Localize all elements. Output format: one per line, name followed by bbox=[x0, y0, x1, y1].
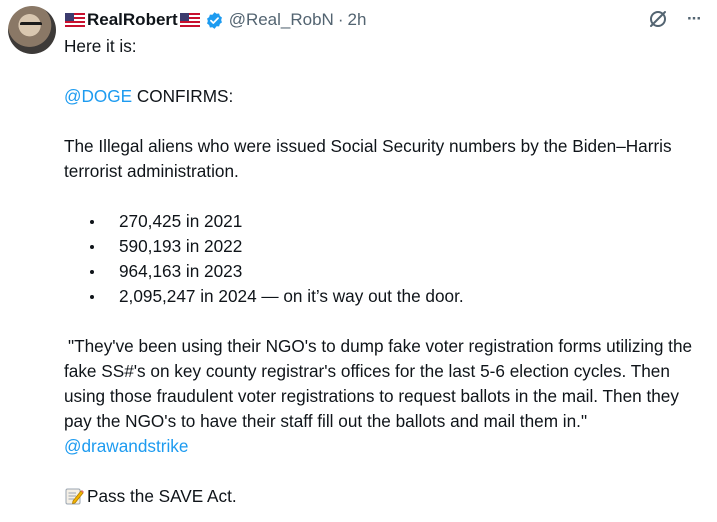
display-name[interactable]: RealRobert bbox=[87, 10, 178, 29]
confirms-text: CONFIRMS: bbox=[132, 86, 234, 106]
grok-icon[interactable] bbox=[647, 8, 669, 30]
paragraph-1: The Illegal aliens who were issued Social Security numbers by the Biden–Harris terrorist administration. bbox=[64, 136, 672, 181]
post-time[interactable]: 2h bbox=[347, 10, 367, 29]
closing-line bbox=[64, 484, 704, 509]
more-icon[interactable] bbox=[683, 8, 705, 30]
avatar-glasses bbox=[20, 22, 42, 31]
post-actions-top bbox=[647, 8, 705, 30]
verified-badge-icon[interactable] bbox=[205, 11, 224, 30]
list-item: 590,193 in 2022 bbox=[64, 234, 704, 259]
closing-text: Pass the SAVE Act. bbox=[87, 486, 237, 506]
list-item: 2,095,247 in 2024 — on it’s way out the door. bbox=[64, 284, 704, 309]
handle[interactable]: @Real_RobN bbox=[228, 10, 334, 29]
mention-doge[interactable]: @DOGE bbox=[64, 86, 133, 106]
post-header bbox=[64, 8, 366, 32]
quote-paragraph bbox=[64, 334, 704, 459]
list-item: 270,425 in 2021 bbox=[64, 209, 704, 234]
list-item: 964,163 in 2023 bbox=[64, 259, 704, 284]
mention-drawandstrike[interactable]: @drawandstrike bbox=[64, 436, 189, 456]
more-label: ··· bbox=[687, 9, 701, 28]
stats-list bbox=[64, 209, 704, 309]
intro-text: Here it is: bbox=[64, 36, 137, 56]
avatar[interactable] bbox=[8, 6, 56, 54]
memo-icon bbox=[64, 486, 84, 506]
us-flag-icon bbox=[65, 13, 85, 27]
separator: · bbox=[337, 10, 344, 29]
doge-line bbox=[64, 84, 704, 109]
quote-text: "They've been using their NGO's to dump fake voter registration forms utilizing the fake SS#'s on key county registrar's offices for the last 5-6 election cycles. Then using those fraudulent voter registrations to request ballots in the mail. Then they pay the NGO's to have their staff fill out the ballots and mail them in." bbox=[64, 336, 693, 431]
post-body bbox=[64, 34, 704, 509]
us-flag-icon bbox=[180, 13, 200, 27]
